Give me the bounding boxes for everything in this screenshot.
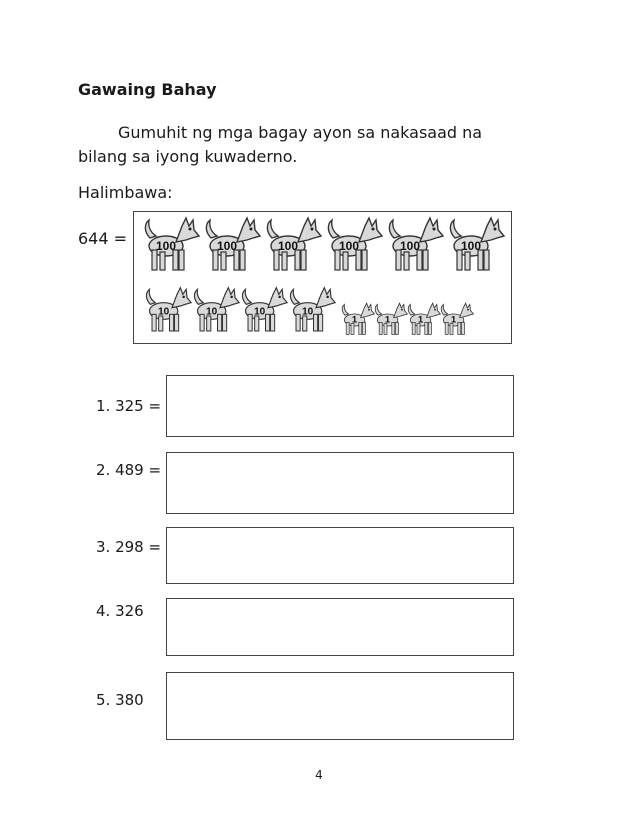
svg-text:100: 100 bbox=[155, 239, 177, 253]
svg-text:1: 1 bbox=[351, 314, 358, 326]
svg-text:100: 100 bbox=[460, 239, 482, 253]
svg-text:1: 1 bbox=[384, 314, 391, 326]
answer-box-5[interactable] bbox=[166, 672, 514, 740]
svg-text:100: 100 bbox=[338, 239, 360, 253]
page-title: Gawaing Bahay bbox=[78, 80, 217, 99]
hundred-dog-3 bbox=[262, 216, 322, 280]
hundred-dog-5 bbox=[384, 216, 444, 280]
one-dog-4 bbox=[438, 302, 474, 342]
exercise-label-3: 3. 298 = bbox=[96, 538, 162, 556]
exercise-label-2: 2. 489 = bbox=[96, 461, 162, 479]
ten-dog-3 bbox=[238, 286, 288, 340]
svg-text:10: 10 bbox=[158, 306, 170, 318]
svg-text:10: 10 bbox=[254, 306, 266, 318]
example-label: Halimbawa: bbox=[78, 183, 173, 202]
page-number: 4 bbox=[315, 768, 323, 782]
hundred-dog-6 bbox=[445, 216, 505, 280]
hundred-dog-2 bbox=[201, 216, 261, 280]
exercise-label-4: 4. 326 bbox=[96, 602, 144, 620]
exercise-label-1: 1. 325 = bbox=[96, 397, 162, 415]
answer-box-2[interactable] bbox=[166, 452, 514, 514]
svg-text:1: 1 bbox=[417, 314, 424, 326]
hundred-dog-4 bbox=[323, 216, 383, 280]
svg-text:100: 100 bbox=[399, 239, 421, 253]
ten-dog-2 bbox=[190, 286, 240, 340]
svg-text:100: 100 bbox=[216, 239, 238, 253]
svg-text:100: 100 bbox=[277, 239, 299, 253]
answer-box-4[interactable] bbox=[166, 598, 514, 656]
example-box bbox=[133, 211, 512, 344]
answer-box-3[interactable] bbox=[166, 527, 514, 584]
one-dog-2 bbox=[372, 302, 408, 342]
svg-text:10: 10 bbox=[206, 306, 218, 318]
one-dog-1 bbox=[339, 302, 375, 342]
answer-box-1[interactable] bbox=[166, 375, 514, 437]
svg-text:10: 10 bbox=[302, 306, 314, 318]
one-dog-3 bbox=[405, 302, 441, 342]
svg-text:1: 1 bbox=[450, 314, 457, 326]
instruction-text: Gumuhit ng mga bagay ayon sa nakasaad na bilang sa iyong kuwaderno. bbox=[78, 123, 483, 166]
ten-dog-1 bbox=[142, 286, 192, 340]
exercise-label-5: 5. 380 bbox=[96, 691, 144, 709]
ten-dog-4 bbox=[286, 286, 336, 340]
hundred-dog-1 bbox=[140, 216, 200, 280]
example-equation: 644 = bbox=[78, 229, 128, 248]
